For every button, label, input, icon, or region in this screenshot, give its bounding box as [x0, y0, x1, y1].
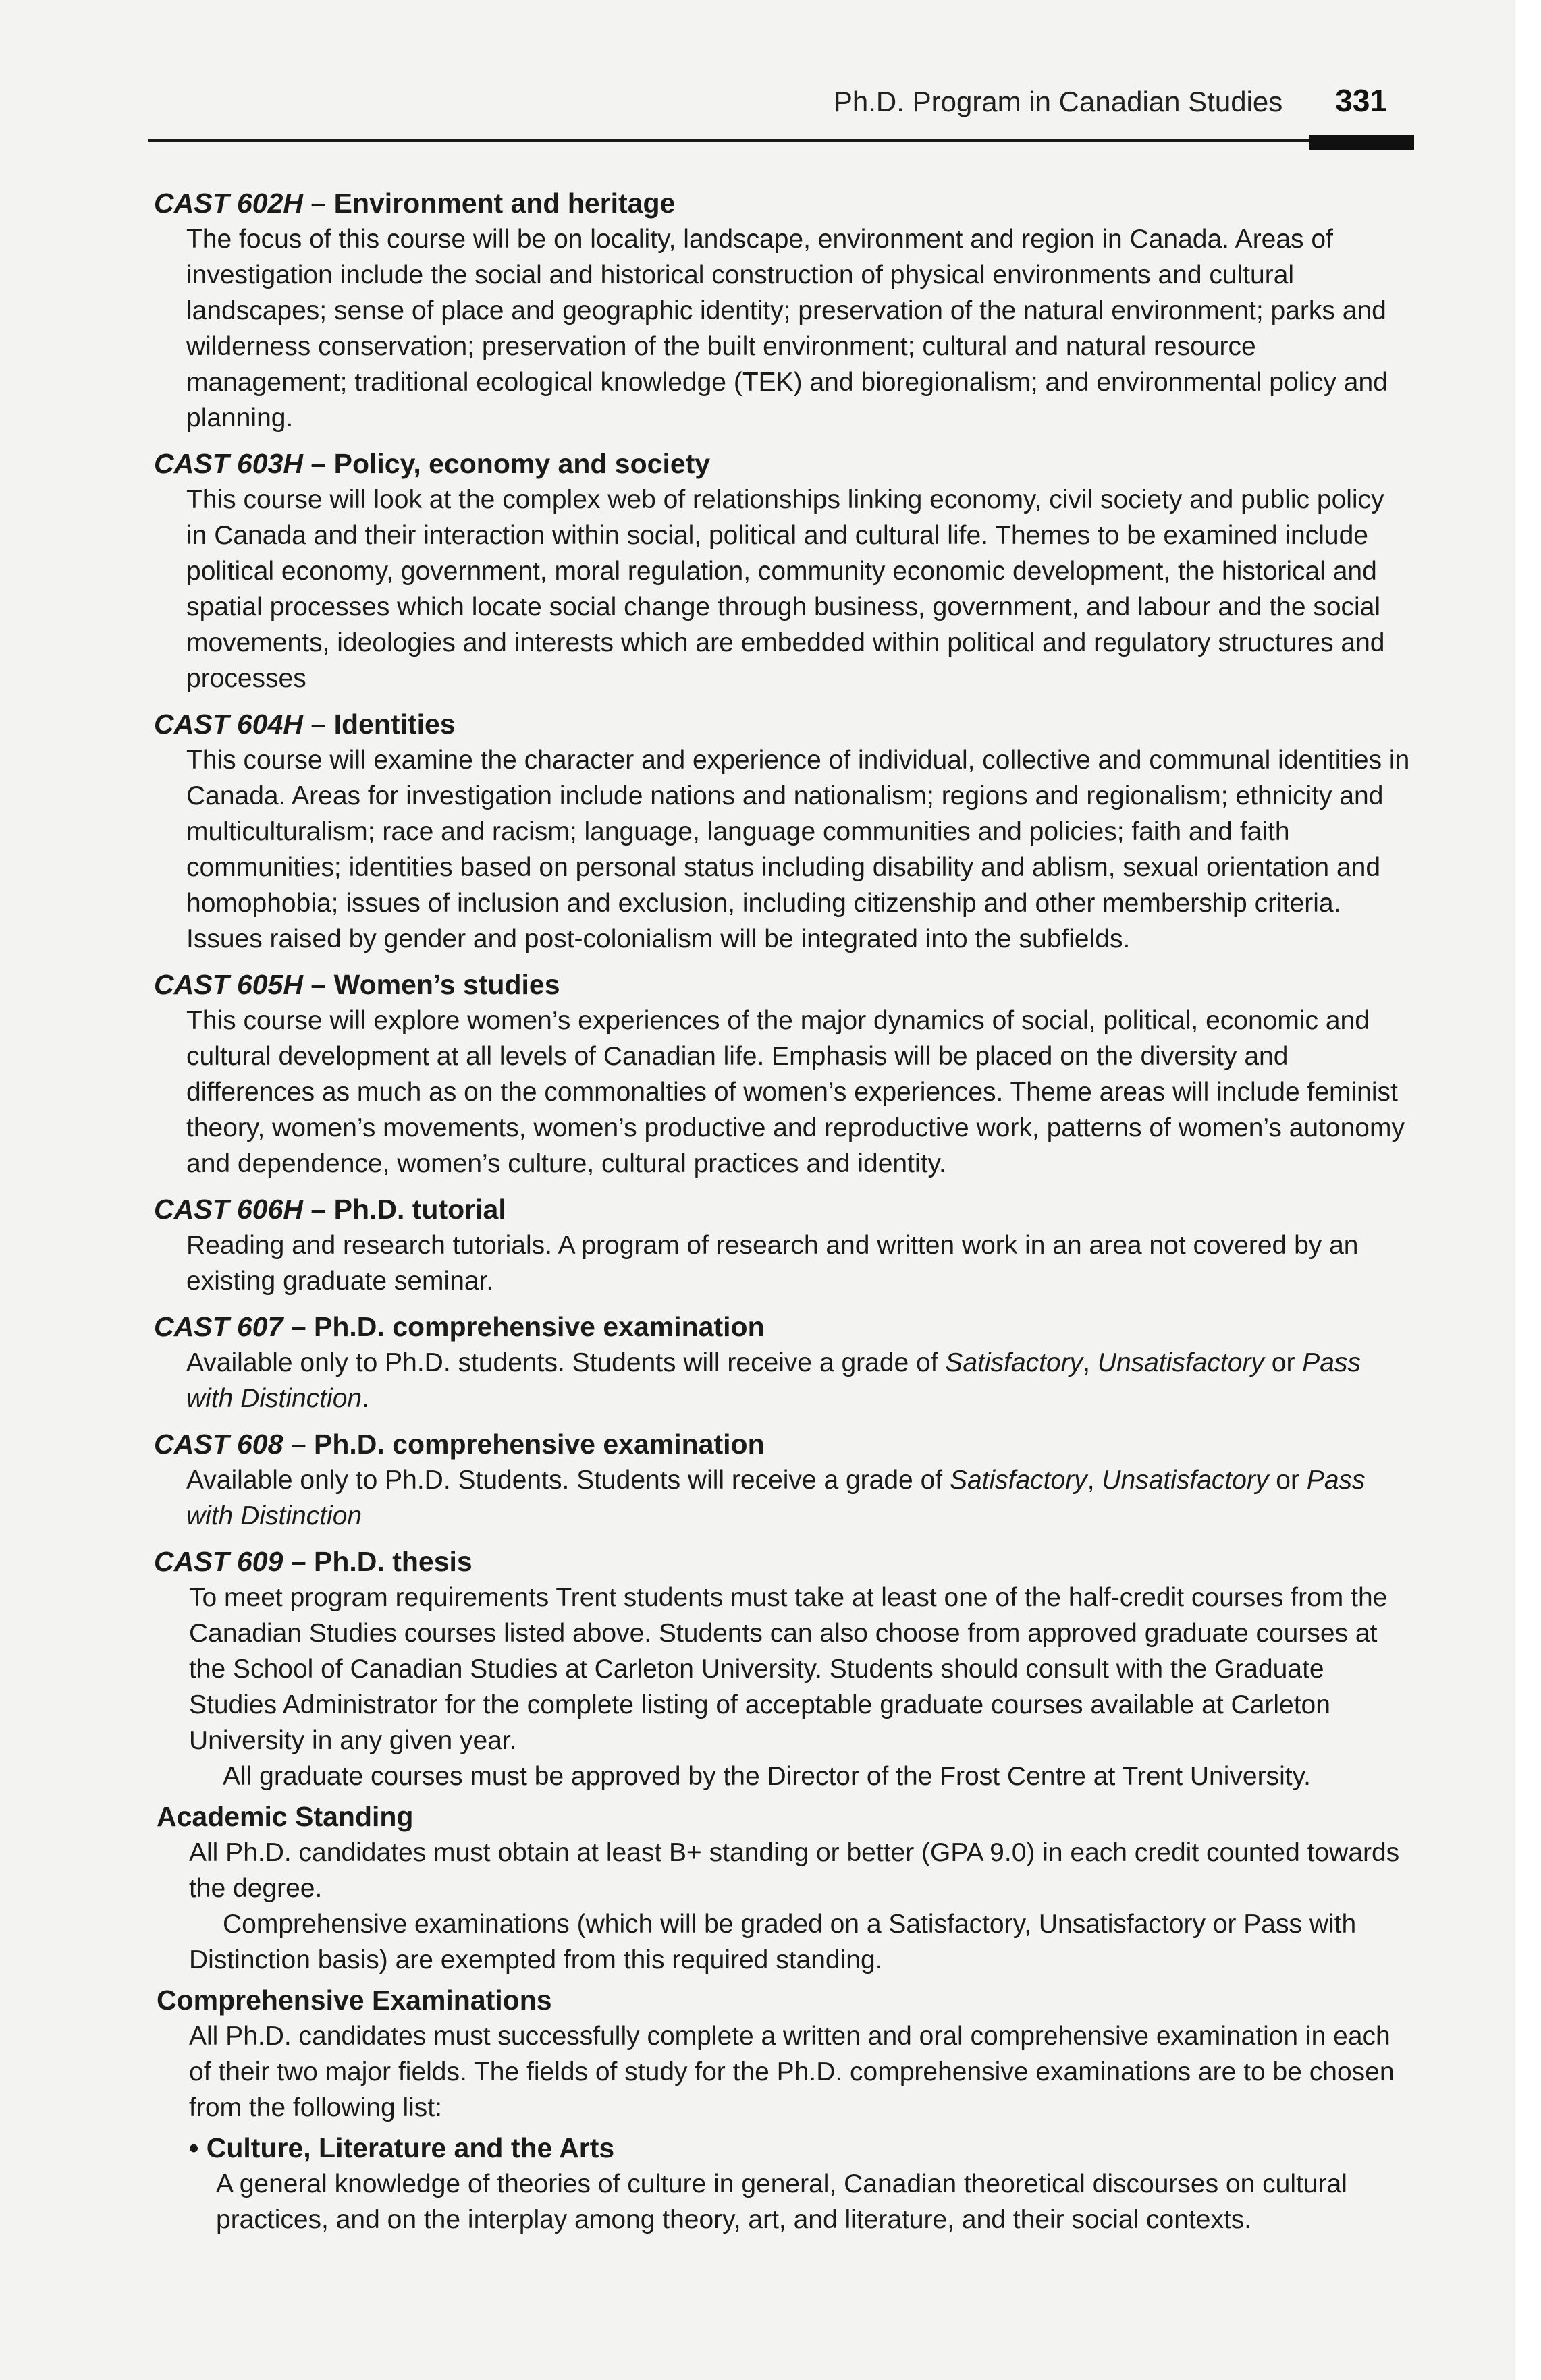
- section-heading-academic-standing: Academic Standing: [157, 1801, 414, 1832]
- course-description: This course will examine the character and experience of individual, collective and communal identities in Canada. Areas for investigation include nations and nationalism; regions and regionalism; ethnicity and multiculturalism; race and racism; language, language communities and policies; faith and faith communities; identities based on personal status including disability and ablism, sexual orientation and homophobia; issues of inclusion and exclusion, including citizenship and other membership criteria. Issues raised by gender and post-colonialism will be integrated into the subfields.: [186, 746, 1410, 953]
- description-text: Available only to Ph.D. Students. Students will receive a grade of: [186, 1466, 950, 1495]
- course-title: Identities: [333, 709, 456, 740]
- course-cast-609: [154, 1543, 1411, 1580]
- running-header: [834, 82, 1387, 119]
- grade-unsatisfactory: Unsatisfactory: [1102, 1466, 1269, 1495]
- page-number: 331: [1335, 83, 1387, 118]
- course-title: Ph.D. thesis: [314, 1546, 472, 1577]
- course-title: Environment and heritage: [333, 188, 676, 219]
- field-title: Culture, Literature and the Arts: [206, 2132, 615, 2163]
- course-cast-602h: [154, 185, 1411, 436]
- course-description: This course will explore women’s experiences of the major dynamics of social, political, economic and cultural development at all levels of Canadian life. Emphasis will be placed on the diversity and differences as much as on the commonalties of women’s experiences. Theme areas will include feminist theory, women’s movements, women’s productive and reproductive work, patterns of women’s autonomy and dependence, women’s culture, cultural practices and identity.: [186, 1006, 1405, 1178]
- description-text: or: [1268, 1466, 1307, 1495]
- description-text: .: [362, 1384, 369, 1413]
- course-description: [154, 1345, 1411, 1416]
- course-title: Ph.D. comprehensive examination: [314, 1429, 765, 1460]
- approval-paragraph: All graduate courses must be approved by the Director of the Frost Centre at Trent University.: [223, 1762, 1312, 1791]
- course-description: This course will look at the complex web of relationships linking economy, civil society and public policy in Canada and their interaction within social, political and cultural life. Themes to be examined include political economy, government, moral regulation, community economic development, the historical and spatial processes which locate social change through business, government, and labour and the social movements, ideologies and interests which are embedded within political and regulatory structures and processes: [186, 485, 1385, 693]
- grade-pass-with-distinction: Pass with Distinction: [186, 1466, 1366, 1530]
- course-cast-607: [154, 1308, 1411, 1416]
- page-edge: [1515, 0, 1541, 2380]
- course-title: Women’s studies: [333, 969, 560, 1000]
- course-description: The focus of this course will be on locality, landscape, environment and region in Canada. Areas of investigation include the social and historical construction of physical environments and cultural landscapes; sense of place and geographic identity; preservation of the natural environment; parks and wilderness conservation; preservation of the built environment; cultural and natural resource management; traditional ecological knowledge (TEK) and bioregionalism; and environmental policy and planning.: [186, 225, 1388, 433]
- course-code: CAST 603H: [154, 448, 304, 479]
- requirements-paragraph: To meet program requirements Trent students must take at least one of the half-credit courses from the Canadian Studies courses listed above. Students can also choose from approved graduate courses at the School of Canadian Studies at Carleton University. Students should consult with the Graduate Studies Administrator for the complete listing of acceptable graduate courses available at Carleton University in any given year.: [189, 1583, 1388, 1755]
- page-content: [154, 185, 1411, 2238]
- comprehensive-paragraph: All Ph.D. candidates must successfully complete a written and oral comprehensive examination in each of their two major fields. The fields of study for the Ph.D. comprehensive examinations are to be chosen from the following list:: [189, 2022, 1395, 2122]
- grade-satisfactory: Satisfactory: [945, 1348, 1083, 1377]
- course-code: CAST 607: [154, 1311, 283, 1342]
- course-heading: CAST 604H – Identities: [154, 709, 456, 740]
- course-title: Policy, economy and society: [333, 448, 711, 479]
- course-title: Ph.D. tutorial: [333, 1194, 506, 1225]
- description-text: Available only to Ph.D. students. Students will receive a grade of: [186, 1348, 946, 1377]
- course-cast-603h: [154, 445, 1411, 696]
- description-text: or: [1264, 1348, 1303, 1377]
- course-heading: CAST 602H – Environment and heritage: [154, 188, 676, 219]
- course-heading: CAST 607 – Ph.D. comprehensive examination: [154, 1311, 765, 1342]
- bullet-icon: •: [189, 2132, 199, 2163]
- grade-pass-with-distinction: Pass with Distinction: [186, 1348, 1361, 1413]
- course-cast-606h: [154, 1191, 1411, 1299]
- course-heading: CAST 606H – Ph.D. tutorial: [154, 1194, 506, 1225]
- course-description: [154, 1462, 1411, 1534]
- course-cast-608: [154, 1426, 1411, 1534]
- running-title: Ph.D. Program in Canadian Studies: [833, 86, 1283, 117]
- course-heading: CAST 605H – Women’s studies: [154, 969, 560, 1000]
- course-code: CAST 605H: [154, 969, 304, 1000]
- course-code: CAST 608: [154, 1429, 283, 1460]
- course-heading: CAST 603H – Policy, economy and society: [154, 448, 711, 479]
- section-heading-comprehensive-examinations: Comprehensive Examinations: [157, 1985, 552, 2016]
- header-rule: [148, 139, 1414, 142]
- grade-unsatisfactory: Unsatisfactory: [1097, 1348, 1264, 1377]
- course-cast-604h: [154, 706, 1411, 957]
- course-heading: CAST 609 – Ph.D. thesis: [154, 1546, 472, 1577]
- description-text: ,: [1083, 1348, 1098, 1377]
- description-text: ,: [1087, 1466, 1102, 1495]
- field-heading: [154, 2130, 1411, 2166]
- field-description: A general knowledge of theories of culture in general, Canadian theoretical discourses on cultural practices, and on the interplay among theory, art, and literature, and their social contexts.: [216, 2169, 1347, 2234]
- standing-exemption-paragraph: Comprehensive examinations (which will be graded on a Satisfactory, Unsatisfactory or Pass with Distinction basis) are exempted from this required standing.: [189, 1910, 1357, 1974]
- grade-satisfactory: Satisfactory: [949, 1466, 1087, 1495]
- course-title: Ph.D. comprehensive examination: [314, 1311, 765, 1342]
- course-cast-605h: [154, 966, 1411, 1182]
- course-code: CAST 606H: [154, 1194, 304, 1225]
- course-code: CAST 604H: [154, 709, 304, 740]
- standing-paragraph: All Ph.D. candidates must obtain at least B+ standing or better (GPA 9.0) in each credit counted towards the degree.: [189, 1838, 1400, 1903]
- course-code: CAST 602H: [154, 188, 304, 219]
- course-heading: CAST 608 – Ph.D. comprehensive examination: [154, 1429, 765, 1460]
- course-code: CAST 609: [154, 1546, 283, 1577]
- course-description: Reading and research tutorials. A program of research and written work in an area not covered by an existing graduate seminar.: [186, 1231, 1359, 1296]
- header-rule-tab: [1309, 135, 1414, 150]
